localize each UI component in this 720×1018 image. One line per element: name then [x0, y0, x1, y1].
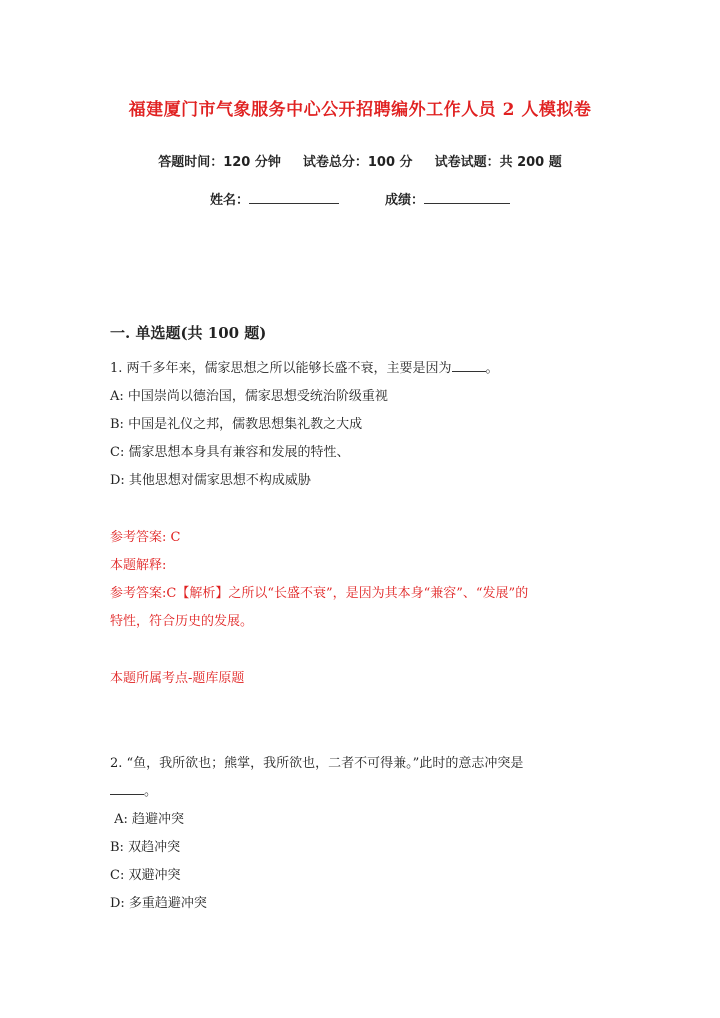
section-title: 一. 单选题(共 100 题)	[110, 324, 267, 342]
name-score-row	[0, 189, 720, 208]
question-2-stem-line-1: 2. “鱼，我所欲也；熊掌，我所欲也，二者不可得兼。”此时的意志冲突是	[110, 756, 524, 771]
exam-total-score: 试卷总分：100 分	[302, 155, 413, 170]
question-2-option-b: B: 双趋冲突	[110, 840, 181, 855]
exam-meta	[0, 151, 720, 170]
question-1-option-a: A: 中国崇尚以德治国，儒家思想受统治阶级重视	[110, 389, 388, 404]
question-2-option-a: A: 趋避冲突	[110, 812, 185, 827]
exam-question-count: 试卷试题：共 200 题	[434, 155, 562, 170]
question-1-option-b: B: 中国是礼仪之邦，儒教思想集礼教之大成	[110, 417, 363, 432]
exam-time: 答题时间：120 分钟	[158, 155, 281, 170]
question-1-answer: 参考答案: C	[110, 530, 181, 545]
answer-blank	[452, 361, 486, 372]
question-1-explanation-line-2: 特性，符合历史的发展。	[110, 614, 254, 629]
name-label: 姓名：	[209, 193, 249, 208]
question-1-source: 本题所属考点-题库原题	[110, 671, 245, 686]
exam-title: 福建厦门市气象服务中心公开招聘编外工作人员 2 人模拟卷	[128, 100, 592, 120]
question-1-explanation-line-1: 参考答案:C【解析】之所以“长盛不衰”，是因为其本身“兼容”、“发展”的	[110, 586, 529, 601]
question-1-option-d: D: 其他思想对儒家思想不构成威胁	[110, 473, 311, 488]
question-1-option-c: C: 儒家思想本身具有兼容和发展的特性、	[110, 445, 350, 460]
question-2-option-c: C: 双避冲突	[110, 868, 181, 883]
score-label: 成绩：	[385, 193, 425, 208]
question-2-stem-line-2: 。	[110, 780, 157, 799]
question-2-option-d: D: 多重趋避冲突	[110, 896, 207, 911]
question-1-stem: 1. 两千多年来，儒家思想之所以能够长盛不衰，主要是因为 。	[110, 361, 499, 376]
name-blank	[249, 192, 339, 204]
score-blank	[424, 192, 510, 204]
question-1-explain-label: 本题解释:	[110, 558, 167, 573]
answer-blank	[110, 784, 144, 795]
